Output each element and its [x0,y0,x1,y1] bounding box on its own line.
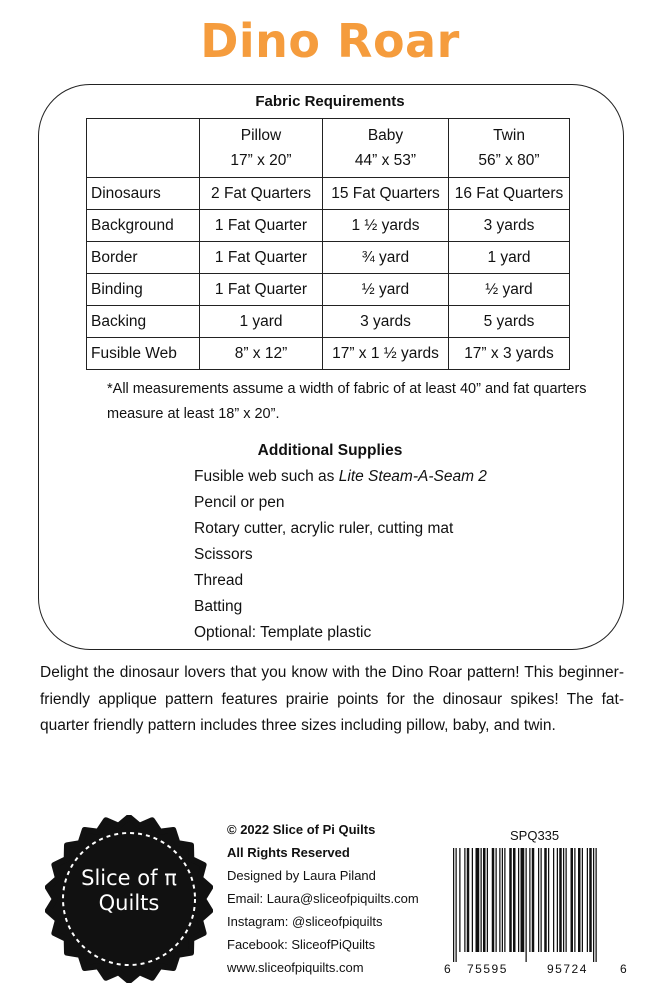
cell-pillow: 1 Fat Quarter [200,242,323,274]
row-label: Background [87,210,200,242]
copyright-text: © 2022 Slice of Pi Quilts [227,822,376,837]
cell-baby: 3 yards [323,306,449,338]
cell-baby: ½ yard [323,274,449,306]
column-header-baby [323,119,449,178]
column-name: Twin [493,127,525,144]
list-item: Scissors [194,546,253,563]
table-row [87,210,570,242]
column-size: 44” x 53” [354,152,417,169]
email-text: Email: Laura@sliceofpiquilts.com [227,891,419,906]
row-label: Dinosaurs [87,178,200,210]
fabric-requirements-heading: Fabric Requirements [255,93,405,110]
supplies-list [194,464,487,646]
list-item: Rotary cutter, acrylic ruler, cutting mat [194,520,454,537]
additional-supplies-heading: Additional Supplies [257,442,403,459]
supply-product-name: Lite Steam-A-Seam 2 [338,468,487,485]
cell-pillow: 2 Fat Quarters [200,178,323,210]
barcode-digit-last: 6 [620,962,629,976]
table-corner-cell [87,119,200,178]
table-row [87,306,570,338]
pattern-title: Dino Roar [200,14,460,68]
supply-text: Fusible web such as [194,468,339,485]
column-name: Pillow [240,127,282,144]
cell-baby: 1 ½ yards [323,210,449,242]
row-label: Backing [87,306,200,338]
column-header-pillow [200,119,323,178]
table-row [87,274,570,306]
logo-text [45,866,213,916]
table-row [87,338,570,370]
row-label: Border [87,242,200,274]
credits-block [227,818,419,979]
cell-baby: 15 Fat Quarters [323,178,449,210]
cell-twin: 1 yard [449,242,570,274]
footnote-line: measure at least 18” x 20”. [107,406,280,422]
cell-pillow: 1 Fat Quarter [200,210,323,242]
designer-text: Designed by Laura Piland [227,868,376,883]
cell-baby: 17” x 1 ½ yards [323,338,449,370]
measurement-footnote [107,377,587,427]
facebook-text: Facebook: SliceofPiQuilts [227,937,376,952]
list-item: Batting [194,598,243,615]
barcode-digit-first: 6 [444,962,453,976]
cell-twin: 17” x 3 yards [449,338,570,370]
barcode-digits-left: 75595 [467,962,508,976]
cell-twin: 16 Fat Quarters [449,178,570,210]
list-item [194,464,487,490]
row-label: Fusible Web [87,338,200,370]
cell-twin: 3 yards [449,210,570,242]
logo-line: Slice of π [81,866,177,890]
cell-pillow: 1 Fat Quarter [200,274,323,306]
column-size: 56” x 80” [478,152,540,169]
table-row [87,242,570,274]
table-row [87,178,570,210]
cell-pillow: 1 yard [200,306,323,338]
rights-text: All Rights Reserved [227,845,350,860]
table-header-row [87,119,570,178]
footnote-line: *All measurements assume a width of fabric of at least 40” and fat quarters [107,381,587,397]
fabric-requirements-table [86,118,570,370]
pattern-description: Delight the dinosaur lovers that you know with the Dino Roar pattern! This beginner-friendly applique pattern features prairie points for the dinosaur spikes! The fat-quarter friendly pattern includes three sizes including pillow, baby, and twin. [40,664,624,734]
list-item: Optional: Template plastic [194,624,372,641]
cell-twin: ½ yard [449,274,570,306]
cell-pillow: 8” x 12” [200,338,323,370]
barcode-digits-right: 95724 [547,962,588,976]
column-name: Baby [367,127,404,144]
instagram-text: Instagram: @sliceofpiquilts [227,914,383,929]
column-header-twin [449,119,570,178]
website-link: www.sliceofpiquilts.com [227,960,364,975]
row-label: Binding [87,274,200,306]
list-item: Thread [194,572,244,589]
column-size: 17” x 20” [230,152,292,169]
barcode-icon [445,846,633,964]
cell-twin: 5 yards [449,306,570,338]
list-item: Pencil or pen [194,494,285,511]
cell-baby: ¾ yard [323,242,449,274]
logo-line: Quilts [98,891,160,915]
sku-label: SPQ335 [510,828,560,843]
